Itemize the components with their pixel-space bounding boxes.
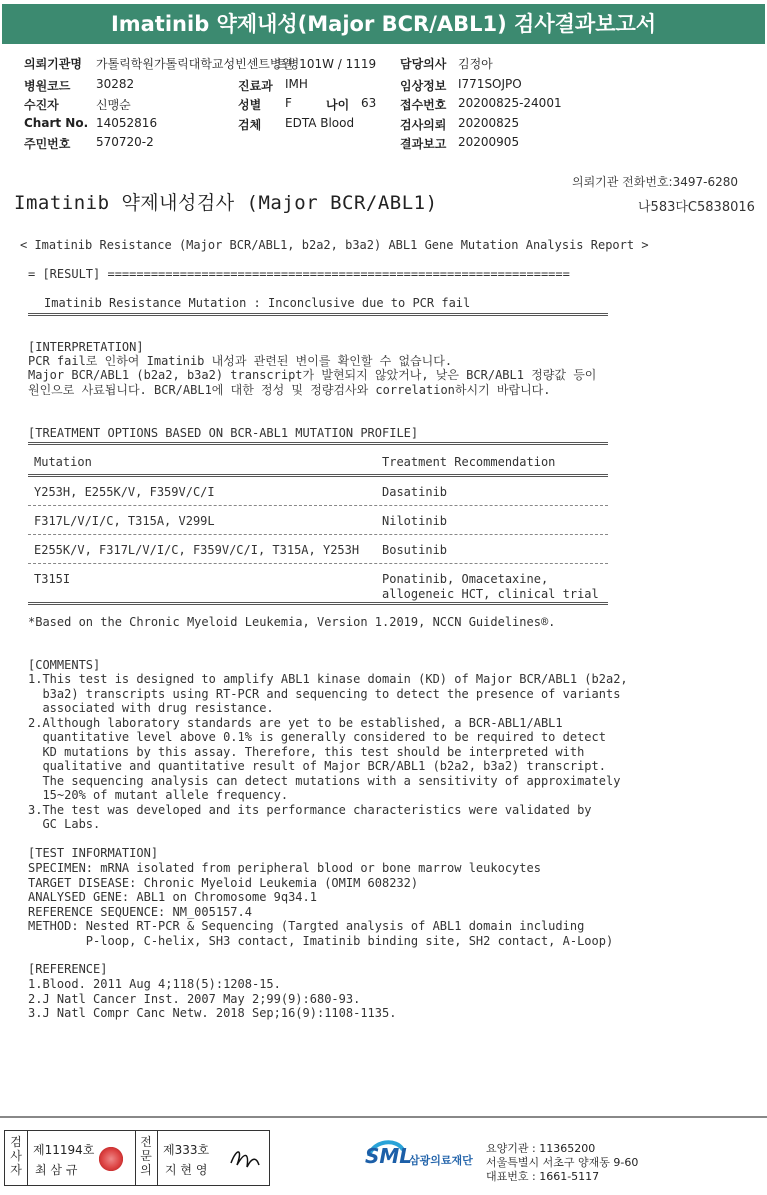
sex-value: F [285, 96, 292, 110]
text-line: 1.This test is designed to amplify ABL1 kinase domain (KD) of Major BCR/ABL1 (b2a2, [28, 672, 628, 686]
separator [28, 474, 608, 477]
text-line: KD mutations by this assay. Therefore, this test should be interpreted with [28, 744, 585, 759]
table-row-mutation: E255K/V, F317L/V/I/C, F359V/C/I, T315A, Y253H [34, 543, 360, 557]
header-row-0 [24, 55, 82, 72]
table-row-mutation: Y253H, E255K/V, F359V/C/I [34, 485, 215, 499]
text-line: qualitative and quantitative result of Major BCR/ABL1 (b2a2, b3a2) transcript. [28, 759, 606, 773]
header-row-2: 수진자 [24, 98, 59, 112]
text-line: 1.Blood. 2011 Aug 4;118(5):1208-15. [28, 977, 281, 991]
age-label: 나이 [326, 98, 350, 112]
col-treatment: Treatment Recommendation [382, 455, 556, 469]
report-banner-title: Imatinib 약제내성(Major BCR/ABL1) 검사결과보고서 [2, 4, 765, 44]
table-row-treatment: Nilotinib [382, 514, 448, 528]
table-row-treatment: Ponatinib, Omacetaxine, allogeneic HCT, clinical trial [382, 572, 599, 601]
col-mutation: Mutation [34, 455, 92, 469]
hospital-name: 가톨릭학원가톨릭대학교성빈센트병원 [96, 57, 294, 71]
table-row-treatment: Dasatinib [382, 485, 448, 499]
org-code: 요양기관 : 11365200 [486, 1142, 596, 1155]
text-line: SPECIMEN: mRNA isolated from peripheral blood or bone marrow leukocytes [28, 861, 541, 875]
clinical-info-value: I771SOJPO [458, 77, 522, 91]
institution-phone: 의뢰기관 전화번호:3497-6280 [572, 175, 739, 189]
org-address: 서울특별시 서초구 양재동 9-60 [486, 1156, 639, 1169]
separator [28, 442, 608, 445]
receipt-no-value: 20200825-24001 [458, 96, 562, 110]
org-phone: 대표번호 : 1661-5117 [486, 1170, 600, 1183]
text-line: b3a2) transcripts using RT-PCR and sequencing to detect the presence of variants [28, 686, 621, 701]
footer-divider [0, 1116, 767, 1118]
treatment-header: [TREATMENT OPTIONS BASED ON BCR-ABL1 MUTATION PROFILE] [28, 426, 419, 440]
text-line: GC Labs. [28, 817, 101, 831]
text-line: 3.The test was developed and its performance characteristics were validated by [28, 802, 592, 817]
separator [28, 313, 608, 316]
table-row-mutation: F317L/V/I/C, T315A, V299L [34, 514, 215, 528]
age-value: 63 [361, 96, 377, 110]
signature-box [4, 1130, 270, 1186]
examiner-no: 제11194호 [33, 1143, 95, 1157]
specialist-label: 전문의 [140, 1135, 152, 1177]
report-date-value: 20200905 [458, 135, 520, 149]
text-line: quantitative level above 0.1% is generally considered to be required to detect [28, 730, 606, 744]
text-line: METHOD: Nested RT-PCR & Sequencing (Targted analysis of ABL1 domain including [28, 919, 585, 933]
chart-no: 14052816 [96, 116, 158, 130]
logo-text: SML [365, 1144, 413, 1168]
header-row-1: 병원코드 [24, 79, 71, 93]
separator [28, 602, 608, 605]
header-row-4: 주민번호 [24, 137, 71, 151]
result-text: Imatinib Resistance Mutation : Inconclusive due to PCR fail [44, 296, 471, 310]
request-date-value: 20200825 [458, 116, 520, 130]
hospital-code: 30282 [96, 77, 135, 91]
specialist-name: 지 현 영 [165, 1163, 208, 1177]
text-line: 3.J Natl Compr Canc Netw. 2018 Sep;16(9):1108-1135. [28, 1006, 397, 1020]
interpretation-header: [INTERPRETATION] [28, 340, 144, 354]
label: 의뢰기관명 [24, 57, 82, 71]
report-title: Imatinib 약제내성검사 (Major BCR/ABL1) [14, 192, 438, 214]
result-header: = [RESULT] ================================================================ [28, 267, 570, 281]
table-row-treatment: Bosutinib [382, 543, 448, 557]
resident-no: 570720-2 [96, 135, 154, 149]
table-row-mutation: T315I [34, 572, 71, 586]
comments-header: [COMMENTS] [28, 658, 101, 672]
text-line: The sequencing analysis can detect mutations with a sensitivity of approximately [28, 773, 621, 788]
spec-value: EDTA Blood [285, 116, 355, 130]
dept-value: IMH [285, 77, 308, 91]
text-line: P-loop, C-helix, SH3 contact, Imatinib binding site, SH2 contact, A-Loop) [28, 933, 614, 948]
spec-label: 검체 [238, 118, 262, 132]
row-divider [28, 505, 608, 506]
testinfo-header: [TEST INFORMATION] [28, 846, 159, 860]
interpretation-line: Major BCR/ABL1 (b2a2, b3a2) transcript가 발현되지 않았거나, 낮은 BCR/ABL1 정량값 등이 [28, 368, 597, 382]
text-line: associated with drug resistance. [28, 701, 274, 715]
row-divider [28, 534, 608, 535]
doctor-value: 김정아 [458, 57, 493, 71]
text-line: 15~20% of mutant allele frequency. [28, 788, 289, 802]
report-subtitle: < Imatinib Resistance (Major BCR/ABL1, b2a2, b3a2) ABL1 Gene Mutation Analysis Report > [20, 238, 649, 252]
interpretation-line: PCR fail로 인하여 Imatinib 내성과 관련된 변이를 확인할 수 없습니다. [28, 354, 453, 368]
text-line: 2.Although laboratory standards are yet to be established, a BCR-ABL1/ABL1 [28, 715, 563, 730]
examiner-label: 검사자 [10, 1135, 22, 1177]
sex-label: 성별 [238, 98, 262, 112]
text-line: 2.J Natl Cancer Inst. 2007 May 2;99(9):680-93. [28, 991, 361, 1006]
text-line: TARGET DISEASE: Chronic Myeloid Leukemia (OMIM 608232) [28, 875, 419, 890]
text-line: REFERENCE SEQUENCE: NM_005157.4 [28, 904, 252, 919]
signature-icon [227, 1141, 263, 1175]
ward-value: 트병101W / 1119 [276, 57, 377, 71]
interpretation-line: 원인으로 사료됩니다. BCR/ABL1에 대한 정성 및 정량검사와 correlation하시기 바랍니다. [28, 383, 551, 397]
dept-label: 진료과 [238, 79, 273, 93]
report-code: 나583다C5838016 [638, 200, 755, 215]
foundation-name: 삼광의료재단 [409, 1154, 473, 1167]
specialist-no: 제333호 [163, 1143, 210, 1157]
examiner-name: 최 삼 규 [35, 1163, 78, 1177]
patient-name: 신맹순 [96, 98, 131, 112]
row-divider [28, 563, 608, 564]
text-line: ANALYSED GENE: ABL1 on Chromosome 9q34.1 [28, 890, 317, 904]
reference-header: [REFERENCE] [28, 962, 108, 976]
guideline-note: *Based on the Chronic Myeloid Leukemia, Version 1.2019, NCCN Guidelines®. [28, 615, 556, 629]
header-row-3: Chart No. [24, 116, 89, 130]
